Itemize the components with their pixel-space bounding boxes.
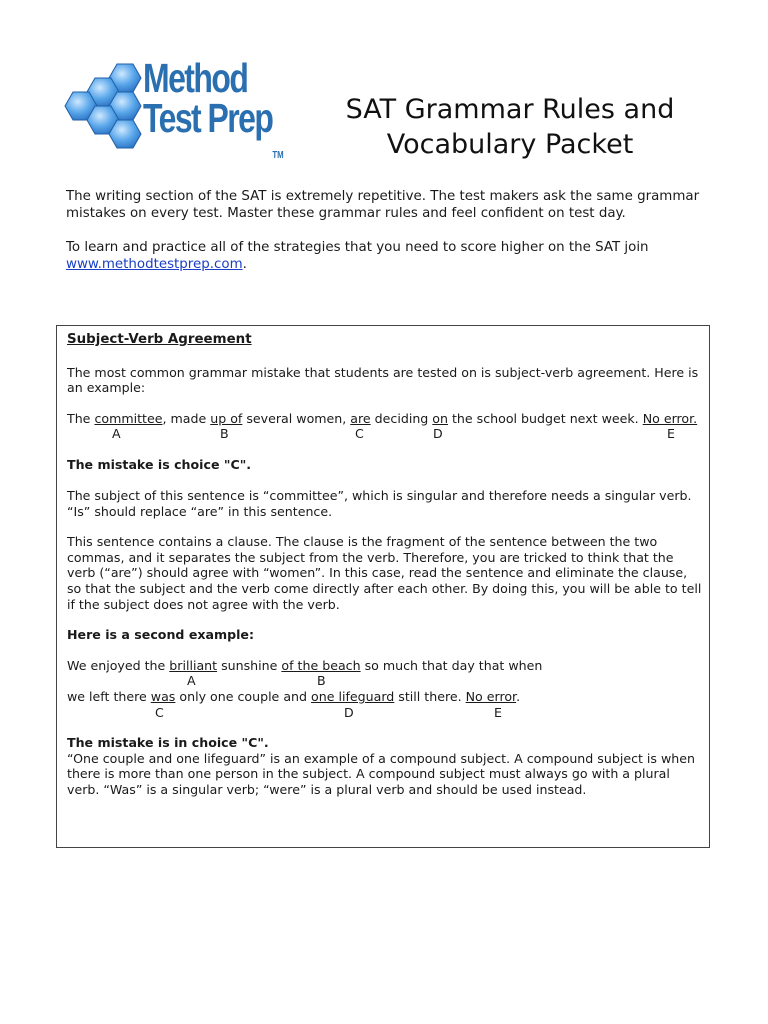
box-paragraph-4: “One couple and one lifeguard” is an example of a compound subject. A compound subject is when there is more than one person in the subject. A compound subject must always go with a plural verb. “Was” is a singular verb; “were” is a plural verb and should be used instead. xyxy=(67,750,696,797)
ex2-text-7: . xyxy=(516,689,521,705)
ex2-choice-d: one lifeguard xyxy=(311,689,395,705)
ex1-letter-b: B xyxy=(220,426,229,442)
ex1-letter-c: C xyxy=(355,426,364,442)
ex1-text-4: deciding xyxy=(370,410,433,426)
box-paragraph-1: The most common grammar mistake that students are tested on is subject-verb agreement. Here is an example: xyxy=(67,364,699,396)
second-example-heading: Here is a second example: xyxy=(67,627,255,643)
method-test-prep-logo xyxy=(55,55,285,161)
mistake-2: The mistake is in choice "C". xyxy=(67,734,269,750)
ex2-text-1: We enjoyed the xyxy=(67,657,170,673)
logo-line-test-prep: Test Prep xyxy=(143,95,273,141)
method-test-prep-link[interactable]: www.methodtestprep.com xyxy=(66,257,243,272)
ex1-text-2: , made xyxy=(162,410,211,426)
section-heading: Subject-Verb Agreement xyxy=(67,332,252,347)
intro-period: . xyxy=(242,257,247,272)
logo-line-method: Method xyxy=(143,55,248,101)
mistake-1: The mistake is choice "C". xyxy=(67,457,252,473)
ex2-choice-e: No error xyxy=(465,689,517,705)
intro-paragraph-2 xyxy=(66,239,706,273)
example-1-sentence xyxy=(67,411,703,427)
box-paragraph-2: The subject of this sentence is “committee”, which is singular and therefore needs a singular verb. “Is” should replace “are” in this sentence. xyxy=(67,487,692,519)
ex1-text-5: the school budget next week. xyxy=(447,410,643,426)
ex1-choice-c: are xyxy=(350,410,371,426)
logo-wordmark xyxy=(143,55,284,161)
box-paragraph-3: This sentence contains a clause. The clause is the fragment of the sentence between the two commas, and it separates the subject from the verb. Therefore, you are tricked to think that the verb (“are”) should agree with “women”. In this case, read the sentence and eliminate the clause, so that the subject and the verb come directly after each other. By doing this, you will be able to tell if the subject does not agree with the verb. xyxy=(67,534,702,612)
logo-trademark: TM xyxy=(272,150,284,161)
ex1-text-3: several women, xyxy=(242,410,351,426)
intro-paragraph-1: The writing section of the SAT is extremely repetitive. The test makers ask the same grammar mistakes on every test. Master these grammar rules and feel confident on test day. xyxy=(66,189,700,221)
ex2-letter-b: B xyxy=(317,673,326,689)
ex1-text-1: The xyxy=(67,410,95,426)
ex1-choice-d: on xyxy=(432,410,448,426)
example-2-letters-1 xyxy=(67,673,703,689)
ex2-choice-b: of the beach xyxy=(281,657,361,673)
ex1-letter-a: A xyxy=(112,426,121,442)
page-title xyxy=(320,92,700,162)
ex2-choice-a: brilliant xyxy=(169,657,218,673)
ex2-choice-c: was xyxy=(150,689,176,705)
intro-section xyxy=(66,188,706,290)
ex2-text-6: still there. xyxy=(394,689,466,705)
ex2-letter-d: D xyxy=(344,704,354,720)
ex1-letter-d: D xyxy=(433,426,443,442)
ex1-choice-e: No error. xyxy=(642,410,698,426)
title-line-2: Vocabulary Packet xyxy=(386,129,634,160)
ex2-text-3: so much that day that when xyxy=(360,657,543,673)
hexagon-logo-icon xyxy=(55,60,145,152)
ex1-choice-a: committee xyxy=(94,410,163,426)
ex2-letter-e: E xyxy=(494,704,502,720)
ex2-text-5: only one couple and xyxy=(175,689,312,705)
ex1-choice-b: up of xyxy=(210,410,243,426)
intro-join-text: To learn and practice all of the strategies that you need to score higher on the SAT join xyxy=(66,240,649,255)
ex1-letter-e: E xyxy=(667,426,675,442)
example-1-letters xyxy=(67,426,703,442)
subject-verb-agreement-box xyxy=(56,325,710,848)
ex2-letter-c: C xyxy=(155,704,164,720)
ex2-letter-a: A xyxy=(187,673,196,689)
example-2-letters-2 xyxy=(67,705,703,721)
ex2-text-4: we left there xyxy=(67,689,151,705)
example-2-line-1 xyxy=(67,658,703,674)
ex2-text-2: sunshine xyxy=(217,657,282,673)
example-2-line-2 xyxy=(67,689,703,705)
title-line-1: SAT Grammar Rules and xyxy=(345,94,675,125)
